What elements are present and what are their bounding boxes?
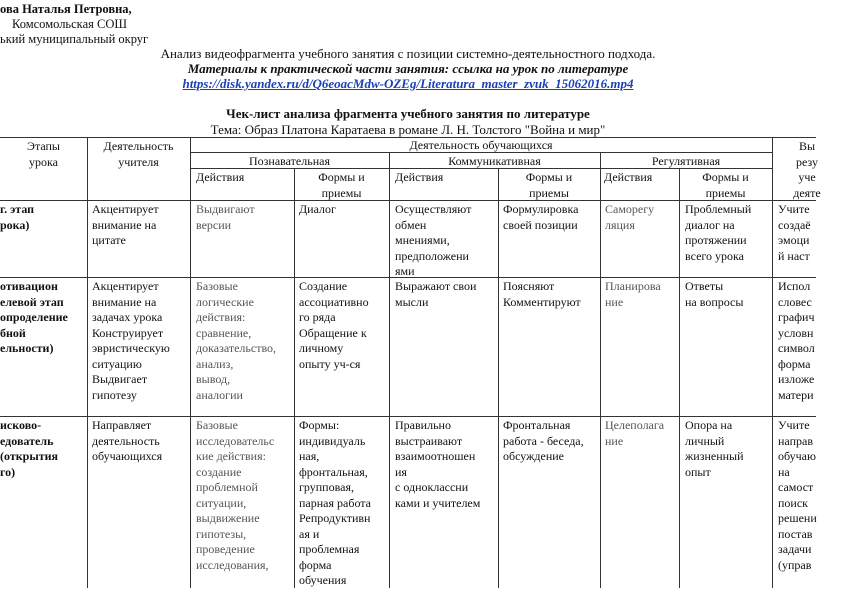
cell-line: отивацион bbox=[0, 279, 58, 293]
cell-line: постав bbox=[778, 526, 813, 541]
stage-cell bbox=[0, 418, 58, 480]
cell-line: условн bbox=[778, 325, 814, 340]
cell-line: Поясняют bbox=[503, 279, 555, 293]
cell-line: индивидуаль bbox=[299, 433, 366, 448]
communicative-actions-cell bbox=[395, 279, 476, 310]
analysis-title: Анализ видеофрагмента учебного занятия с позиции системно-деятельностного подхода. bbox=[160, 46, 656, 61]
subheader-cog-forms: Формы и приемы bbox=[318, 170, 365, 200]
cell-line: Комментируют bbox=[503, 294, 581, 309]
cell-line: предположени bbox=[395, 248, 469, 263]
cell-line: обучения bbox=[299, 573, 347, 587]
communicative-forms-cell bbox=[503, 279, 581, 310]
cell-line: Учите bbox=[778, 418, 810, 432]
cell-line: задачи bbox=[778, 542, 812, 556]
regulatory-forms-cell bbox=[685, 418, 744, 480]
cell-line: ние bbox=[605, 294, 624, 309]
cell-line: Саморегу bbox=[605, 202, 655, 216]
cell-line: обмен bbox=[395, 217, 427, 232]
cell-line: (открытия bbox=[0, 449, 58, 463]
cell-line: выдвижение bbox=[196, 511, 260, 525]
cell-line: решени bbox=[778, 511, 817, 525]
cell-line: едователь bbox=[0, 433, 54, 448]
cell-line: протяжении bbox=[685, 233, 747, 247]
cell-line: цитате bbox=[92, 233, 126, 247]
cell-line: матери bbox=[778, 387, 814, 402]
regulatory-forms-cell bbox=[685, 279, 743, 310]
cell-line: форма bbox=[778, 356, 811, 371]
regulatory-actions-cell bbox=[605, 279, 661, 310]
cell-line: Базовые bbox=[196, 279, 238, 293]
communicative-forms-cell bbox=[503, 418, 584, 465]
cell-line: на bbox=[778, 464, 790, 479]
cell-line: эмоци bbox=[778, 233, 810, 247]
cell-line: Акцентирует bbox=[92, 279, 159, 293]
cell-line: личному bbox=[299, 341, 344, 355]
cell-line: Фронтальная bbox=[503, 418, 571, 432]
cell-line: выстраивают bbox=[395, 433, 463, 448]
cell-line: внимание на bbox=[92, 217, 157, 232]
cell-line: Создание bbox=[299, 279, 348, 293]
cell-line: проблемная bbox=[299, 542, 360, 556]
cell-line: Осуществляют bbox=[395, 202, 472, 216]
header-communicative: Коммуникативная bbox=[448, 154, 541, 168]
author-school: Комсомольская СОШ bbox=[12, 17, 127, 31]
teacher-cell bbox=[92, 279, 170, 403]
cell-line: диалог на bbox=[685, 217, 735, 232]
subheader-com-actions: Действия bbox=[395, 170, 444, 184]
cell-line: Акцентирует bbox=[92, 202, 159, 216]
cell-line: (управ bbox=[778, 557, 812, 572]
cell-line: ная, bbox=[299, 449, 320, 463]
cell-line: поиск bbox=[778, 495, 808, 510]
cell-line: Формы: bbox=[299, 418, 340, 432]
cell-line: обучающихся bbox=[92, 449, 163, 463]
materials-line: Материалы к практической части занятия: ссылка на урок по литературе bbox=[187, 61, 629, 76]
cell-line: ляция bbox=[605, 217, 635, 232]
cell-line: го ряда bbox=[299, 310, 336, 324]
cell-line: ия bbox=[395, 464, 407, 479]
cell-line: г. этап bbox=[0, 202, 35, 216]
teacher-cell bbox=[92, 418, 162, 465]
cognitive-actions-cell bbox=[196, 418, 274, 573]
cell-line: ями bbox=[395, 264, 415, 278]
cognitive-forms-cell bbox=[299, 279, 369, 372]
cell-line: деятельность bbox=[92, 433, 160, 448]
cell-line: парная работа bbox=[299, 495, 372, 510]
cell-line: направ bbox=[778, 433, 814, 448]
cell-line: Опора на bbox=[685, 418, 733, 432]
stage-cell bbox=[0, 279, 68, 357]
result-cell bbox=[778, 202, 811, 264]
stage-cell bbox=[0, 202, 34, 233]
cell-line: символ bbox=[778, 341, 815, 355]
cell-line: создание bbox=[196, 464, 242, 479]
regulatory-actions-cell bbox=[605, 418, 664, 449]
cell-line: обсуждение bbox=[503, 449, 565, 463]
cell-line: ситуации, bbox=[196, 495, 247, 510]
cognitive-actions-cell bbox=[196, 202, 255, 233]
cell-line: с одноклассни bbox=[395, 480, 469, 494]
cell-line: фронтальная, bbox=[299, 464, 368, 479]
cell-line: изложе bbox=[778, 372, 815, 386]
cell-line: Конструирует bbox=[92, 325, 164, 340]
cell-line: словес bbox=[778, 294, 812, 309]
regulatory-forms-cell bbox=[685, 202, 751, 264]
cell-line: аналогии bbox=[196, 387, 243, 402]
cell-line: логические bbox=[196, 294, 254, 309]
cell-line: исково- bbox=[0, 418, 42, 432]
cell-line: взаимоотношен bbox=[395, 449, 476, 463]
regulatory-actions-cell bbox=[605, 202, 654, 233]
cell-line: Выражают свои bbox=[395, 279, 477, 293]
communicative-actions-cell bbox=[395, 418, 480, 511]
cell-line: графич bbox=[778, 310, 815, 324]
cell-line: самост bbox=[778, 480, 814, 494]
result-cell bbox=[778, 418, 817, 573]
cell-line: доказательство, bbox=[196, 341, 277, 355]
subheader-com-forms: Формы и приемы bbox=[525, 170, 573, 200]
cell-line: Правильно bbox=[395, 418, 451, 432]
subheader-reg-actions: Действия bbox=[604, 170, 653, 184]
cognitive-actions-cell bbox=[196, 279, 276, 403]
author-district: ький муниципальный округ bbox=[0, 32, 149, 46]
cell-line: Учите bbox=[778, 202, 810, 216]
cell-line: го) bbox=[0, 464, 16, 479]
cell-line: ситуацию bbox=[92, 356, 142, 371]
cell-line: Диалог bbox=[299, 202, 336, 216]
header-regulatory: Регулятивная bbox=[651, 154, 721, 168]
cell-line: ками и учителем bbox=[395, 495, 481, 510]
header-stage: Этапы урока bbox=[27, 139, 60, 169]
cell-line: ние bbox=[605, 433, 624, 448]
cell-line: форма bbox=[299, 557, 332, 572]
cell-line: Репродуктивн bbox=[299, 511, 371, 525]
cell-line: исследовательс bbox=[196, 433, 275, 448]
author-name: ова Наталья Петровна, bbox=[0, 2, 132, 16]
cell-line: Формулировка bbox=[503, 202, 579, 216]
subheader-cog-actions: Действия bbox=[196, 170, 245, 184]
cell-line: гипотезы, bbox=[196, 526, 247, 541]
cell-line: групповая, bbox=[299, 480, 354, 494]
cell-line: елевой этап bbox=[0, 294, 64, 309]
cell-line: Ответы bbox=[685, 279, 724, 293]
cell-line: эвристическую bbox=[92, 341, 170, 355]
cell-line: работа - беседа, bbox=[503, 433, 584, 448]
cell-line: Целеполага bbox=[605, 418, 665, 432]
cell-line: опроделение bbox=[0, 310, 68, 324]
cell-line: исследования, bbox=[196, 557, 269, 572]
cell-line: гипотезу bbox=[92, 387, 137, 402]
cell-line: проведение bbox=[196, 542, 255, 556]
cell-line: версии bbox=[196, 217, 232, 232]
cell-line: Выдвигают bbox=[196, 202, 255, 216]
cell-line: своей позиции bbox=[503, 217, 578, 232]
communicative-forms-cell bbox=[503, 202, 578, 233]
cell-line: сравнение, bbox=[196, 325, 252, 340]
cell-line: на вопросы bbox=[685, 294, 744, 309]
cell-line: личный bbox=[685, 433, 725, 448]
cognitive-forms-cell bbox=[299, 418, 371, 589]
cell-line: Проблемный bbox=[685, 202, 752, 216]
cell-line: мнениями, bbox=[395, 233, 450, 247]
cell-line: внимание на bbox=[92, 294, 157, 309]
subheader-reg-forms: Формы и приемы bbox=[702, 170, 749, 200]
header-students: Деятельность обучающихся bbox=[409, 138, 553, 152]
header-teacher: Деятельность учителя bbox=[103, 139, 174, 169]
cell-line: Обращение к bbox=[299, 325, 367, 340]
result-cell bbox=[778, 279, 815, 403]
cell-line: опыт bbox=[685, 464, 711, 479]
cell-line: анализ, bbox=[196, 356, 234, 371]
header-cognitive: Познавательная bbox=[249, 154, 330, 168]
lesson-topic: Тема: Образ Платона Каратаева в романе Л. Н. Толстого "Война и мир" bbox=[210, 122, 606, 137]
cell-line: проблемной bbox=[196, 480, 258, 494]
header-result: Вы резу уче деяте bbox=[793, 139, 821, 200]
cell-line: создаё bbox=[778, 217, 811, 232]
lesson-link[interactable]: https://disk.yandex.ru/d/Q6eoacMdw-OZEg/Literatura_master_zvuk_15062016.mp4 bbox=[182, 76, 634, 91]
cognitive-forms-cell bbox=[299, 202, 336, 218]
cell-line: жизненный bbox=[685, 449, 744, 463]
cell-line: Испол bbox=[778, 279, 811, 293]
cell-line: рока) bbox=[0, 217, 30, 232]
cell-line: й наст bbox=[778, 248, 810, 263]
cell-line: задачах урока bbox=[92, 310, 163, 324]
checklist-title: Чек-лист анализа фрагмента учебного занятия по литературе bbox=[226, 106, 590, 121]
cell-line: вывод, bbox=[196, 372, 231, 386]
cell-line: бной bbox=[0, 325, 26, 340]
cell-line: Выдвигает bbox=[92, 372, 148, 386]
cell-line: действия: bbox=[196, 310, 246, 324]
cell-line: ассоциативно bbox=[299, 294, 369, 309]
cell-line: Базовые bbox=[196, 418, 238, 432]
cell-line: обучаю bbox=[778, 449, 816, 463]
cell-line: опыту уч-ся bbox=[299, 356, 361, 371]
teacher-cell bbox=[92, 202, 159, 249]
cell-line: всего урока bbox=[685, 248, 744, 263]
communicative-actions-cell bbox=[395, 202, 471, 280]
cell-line: мысли bbox=[395, 294, 429, 309]
cell-line: Планирова bbox=[605, 279, 661, 293]
cell-line: Направляет bbox=[92, 418, 152, 432]
cell-line: ая и bbox=[299, 526, 320, 541]
cell-line: ельности) bbox=[0, 341, 54, 355]
cell-line: кие действия: bbox=[196, 449, 266, 463]
